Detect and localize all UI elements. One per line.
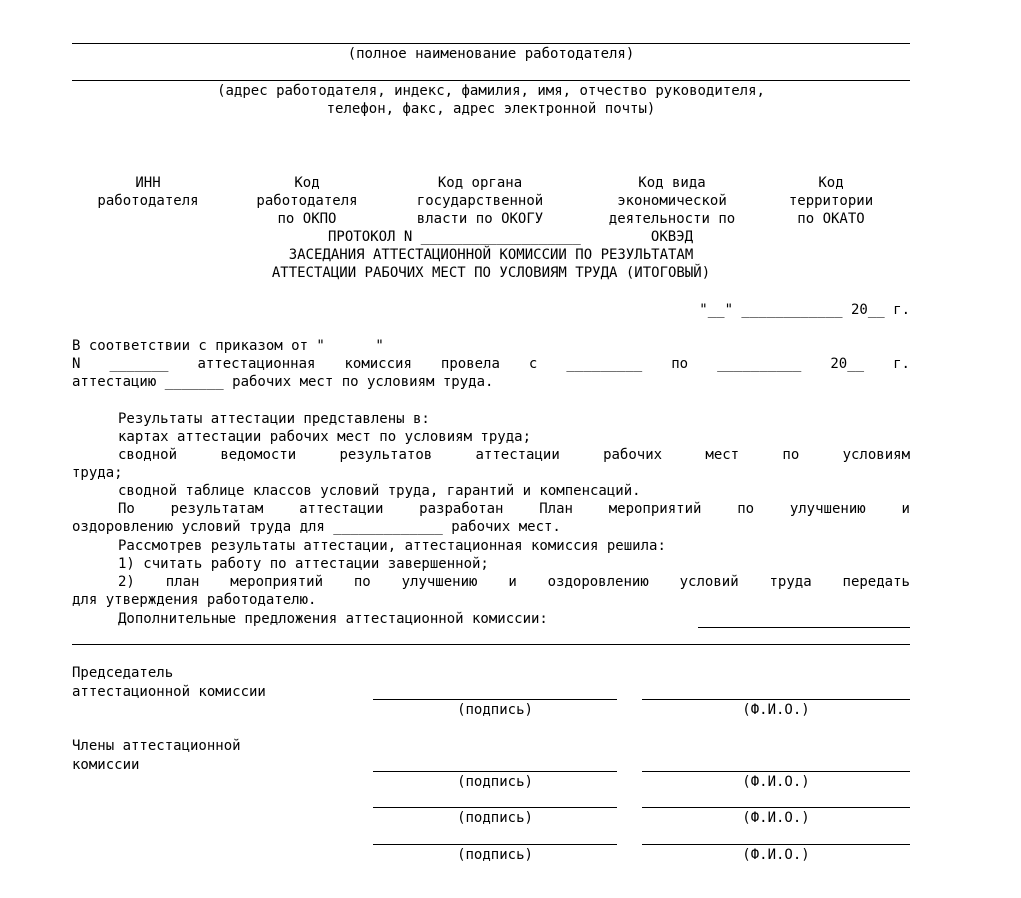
additional-proposals: Дополнительные предложения аттестационной комиссии: [118, 611, 548, 627]
chairman-signature-caption: (подпись) [457, 702, 533, 718]
protocol-title: ПРОТОКОЛ N ___________________ [328, 229, 581, 245]
results-intro: Результаты аттестации представлены в: [118, 411, 430, 427]
results-item-3: сводной таблице классов условий труда, гарантий и компенсаций. [118, 483, 641, 499]
chairman-label-1: Председатель [72, 665, 174, 681]
code-okato: Код территории по ОКАТО [788, 175, 874, 227]
employer-name-line [72, 43, 910, 44]
code-okpo: Код работодателя по ОКПО [256, 175, 358, 227]
members-label-2: комиссии [72, 757, 140, 773]
results-item-1: картах аттестации рабочих мест по условиям труда; [118, 429, 532, 445]
decision-2-cont: для утверждения работодателю. [72, 592, 317, 608]
additional-proposals-line [698, 627, 910, 628]
order-line-3: аттестацию _______ рабочих мест по условиям труда. [72, 374, 494, 390]
employer-address-line [72, 80, 910, 81]
protocol-title-line3: АТТЕСТАЦИИ РАБОЧИХ МЕСТ ПО УСЛОВИЯМ ТРУДА (ИТОГОВЫЙ) [271, 265, 711, 281]
employer-name-caption: (полное наименование работодателя) [347, 46, 635, 62]
plan-line-cont: оздоровлению условий труда для _____________ рабочих мест. [72, 519, 561, 535]
chairman-signature-line [373, 699, 617, 700]
members-label-1: Члены аттестационной [72, 738, 241, 754]
code-okogu: Код органа государственной власти по ОКОГУ [416, 175, 544, 227]
chairman-label-2: аттестационной комиссии [72, 684, 266, 700]
employer-address-caption-1: (адрес работодателя, индекс, фамилия, имя, отчество руководителя, [217, 83, 765, 99]
code-inn: ИНН работодателя [97, 175, 199, 209]
member-3-name-caption: (Ф.И.О.) [742, 847, 810, 863]
member-2-signature-caption: (подпись) [457, 810, 533, 826]
member-1-signature-caption: (подпись) [457, 774, 533, 790]
results-item-2: сводной ведомости результатов аттестации рабочих мест по условиям [118, 447, 910, 463]
chairman-name-caption: (Ф.И.О.) [742, 702, 810, 718]
member-3-signature-line [373, 844, 617, 845]
code-okved: Код вида экономической деятельности по ОКВЭД [608, 175, 736, 245]
member-1-name-caption: (Ф.И.О.) [742, 774, 810, 790]
member-2-name-caption: (Ф.И.О.) [742, 810, 810, 826]
member-1-signature-line [373, 771, 617, 772]
member-3-name-line [642, 844, 910, 845]
results-item-2-cont: труда; [72, 465, 123, 481]
additional-proposals-line-2 [72, 644, 910, 645]
protocol-date: "__" ____________ 20__ г. [699, 302, 910, 318]
decision-1: 1) считать работу по аттестации завершенной; [118, 556, 489, 572]
member-3-signature-caption: (подпись) [457, 847, 533, 863]
order-line-2: N _______ аттестационная комиссия провела с _________ по __________ 20__ г. [72, 356, 910, 372]
order-line-1: В соответствии с приказом от " " [72, 338, 384, 354]
member-1-name-line [642, 771, 910, 772]
member-2-name-line [642, 807, 910, 808]
protocol-title-line2: ЗАСЕДАНИЯ АТТЕСТАЦИОННОЙ КОМИССИИ ПО РЕЗУЛЬТАТАМ [288, 247, 694, 263]
chairman-name-line [642, 699, 910, 700]
employer-address-caption-2: телефон, факс, адрес электронной почты) [326, 101, 656, 117]
member-2-signature-line [373, 807, 617, 808]
decision-intro: Рассмотрев результаты аттестации, аттестационная комиссия решила: [118, 538, 666, 554]
plan-line: По результатам аттестации разработан План мероприятий по улучшению и [118, 501, 910, 517]
decision-2: 2) план мероприятий по улучшению и оздоровлению условий труда передать [118, 574, 910, 590]
